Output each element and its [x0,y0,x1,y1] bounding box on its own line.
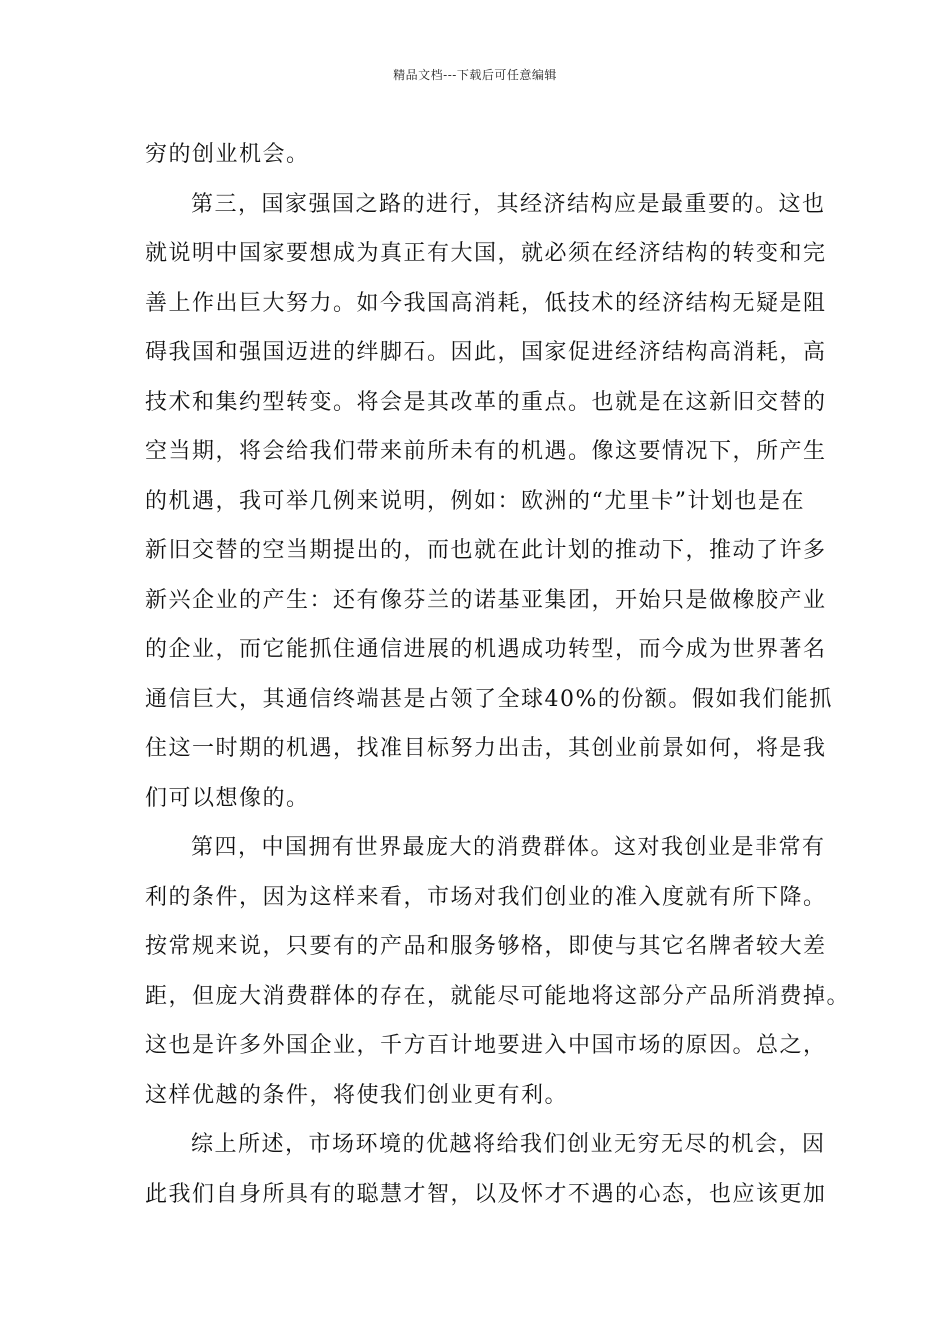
text-line: 新兴企业的产生：还有像芬兰的诺基亚集团，开始只是做橡胶产业 [145,587,827,613]
text-line: 这也是许多外国企业，千方百计地要进入中国市场的原因。总之， [145,1033,827,1058]
text-line: 们可以想像的。 [145,785,310,811]
text-line: 这样优越的条件，将使我们创业更有利。 [145,1082,569,1108]
text-line: 综上所述，市场环境的优越将给我们创业无穷无尽的机会，因 [191,1132,826,1157]
body-text [145,130,851,1219]
text-line: 第三，国家强国之路的进行，其经济结构应是最重要的。这也 [191,191,826,217]
text-line: 第四，中国拥有世界最庞大的消费群体。这对我创业是非常有 [191,835,826,860]
text-line: 碍我国和强国迈进的绊脚石。因此，国家促进经济结构高消耗，高 [145,340,827,365]
text-line: 此我们自身所具有的聪慧才智，以及怀才不遇的心态，也应该更加 [145,1181,827,1207]
text-line: 善上作出巨大努力。如今我国高消耗，低技术的经济结构无疑是阻 [145,290,827,316]
text-line: 空当期，将会给我们带来前所未有的机遇。像这要情况下，所产生 [145,439,827,464]
text-line: 穷的创业机会。 [145,142,310,167]
text-line: 新旧交替的空当期提出的，而也就在此计划的推动下，推动了许多 [145,538,827,563]
text-line: 按常规来说，只要有的产品和服务够格，即使与其它名牌者较大差 [145,934,827,959]
text-line: 通信巨大，其通信终端甚是占领了全球40%的份额。假如我们能抓 [145,686,833,712]
text-line: 的企业，而它能抓住通信进展的机遇成功转型，而今成为世界著名 [145,637,827,662]
text-line: 住这一时期的机遇，找准目标努力出击，其创业前景如何，将是我 [145,736,827,761]
text-line: 的机遇，我可举几例来说明，例如：欧洲的“尤里卡”计划也是在 [145,488,805,514]
text-line: 技术和集约型转变。将会是其改革的重点。也就是在这新旧交替的 [145,389,827,415]
text-line: 就说明中国家要想成为真正有大国，就必须在经济结构的转变和完 [145,241,827,266]
text-line: 距，但庞大消费群体的存在，就能尽可能地将这部分产品所消费掉。 [145,983,851,1009]
text-line: 利的条件，因为这样来看，市场对我们创业的准入度就有所下降。 [145,884,827,910]
page-header: 精品文档---下载后可任意编辑 [393,68,557,82]
